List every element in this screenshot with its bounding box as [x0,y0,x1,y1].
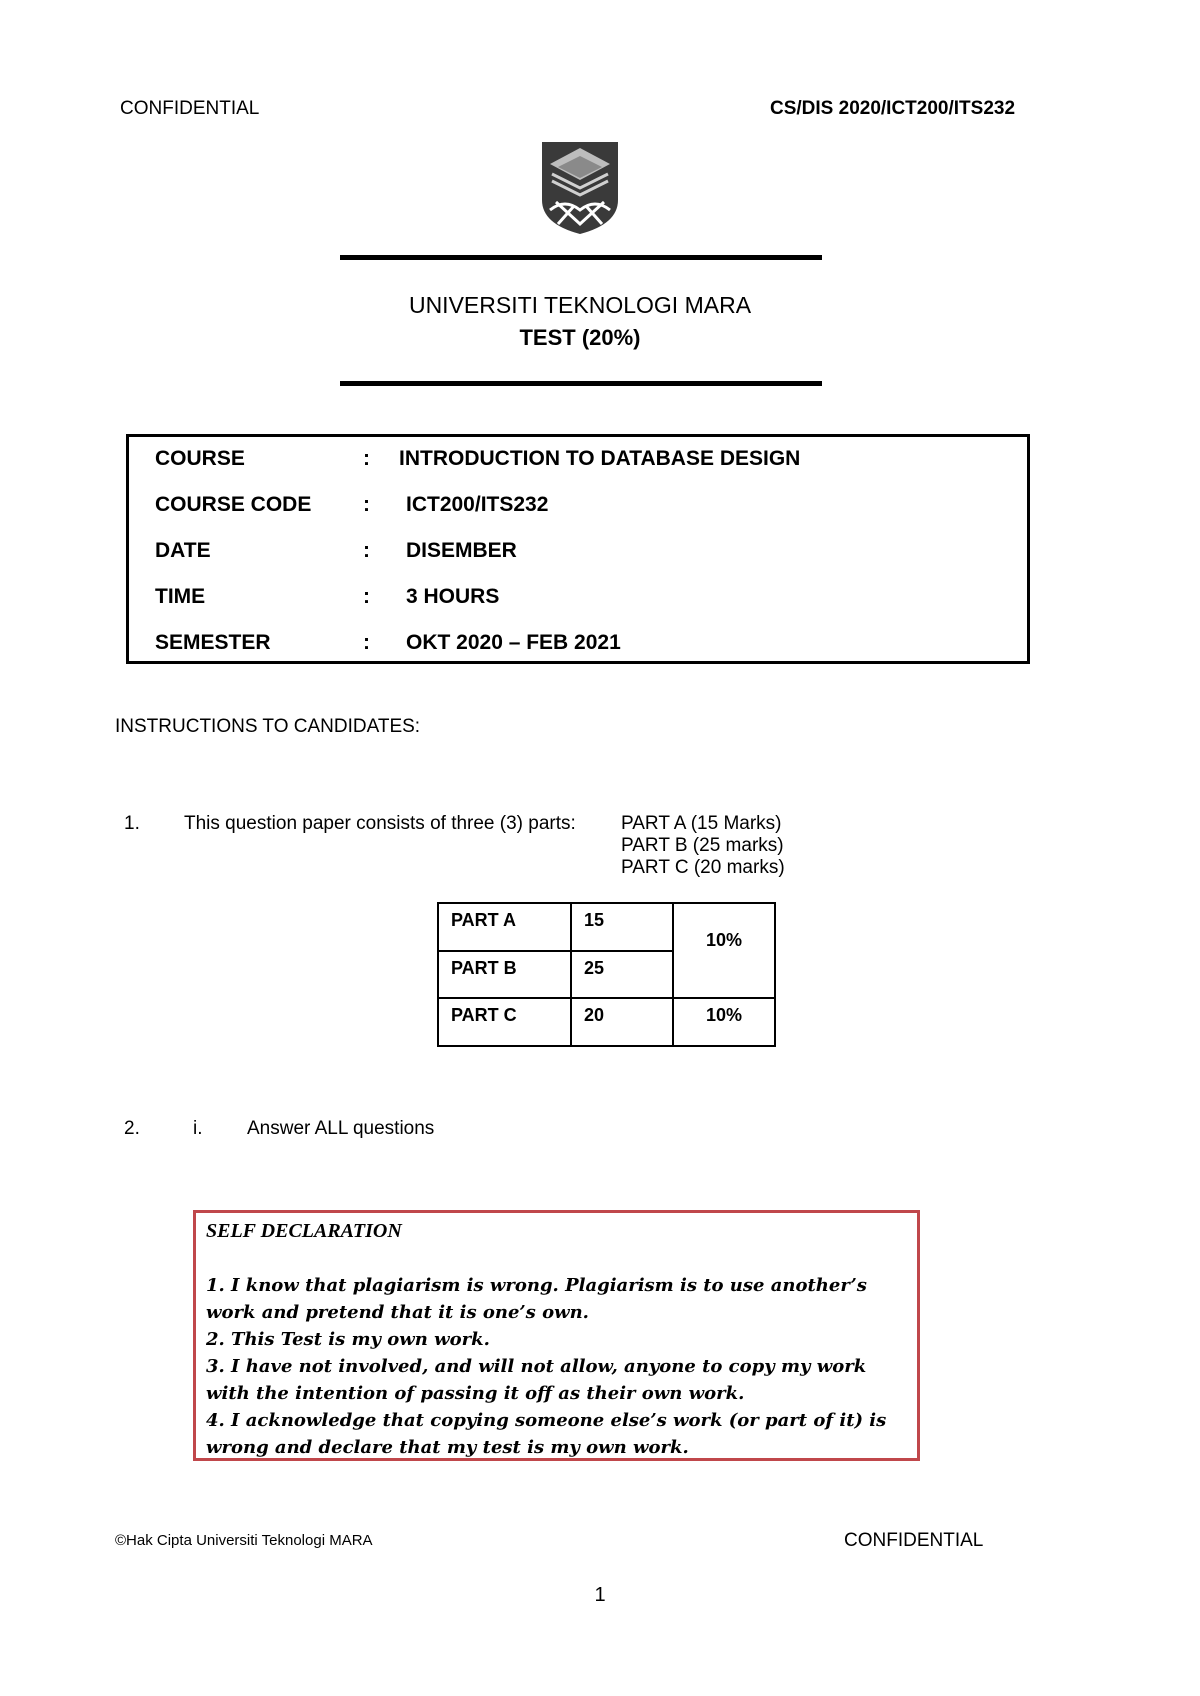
footer-confidential: CONFIDENTIAL [844,1530,984,1551]
marks-cell: 15 [571,903,673,951]
marks-table [437,902,776,1047]
marks-cell: 20 [571,998,673,1046]
part-b-marks: PART B (25 marks) [621,835,784,856]
page-number: 1 [594,1584,606,1606]
course-label: COURSE [155,447,245,470]
test-title: TEST (20%) [519,325,641,350]
top-divider [340,255,822,260]
declaration-item: 1. I know that plagiarism is wrong. Plagiarism is to use another’s work and pretend that it is one’s own. [206,1275,867,1323]
header-course-reference: CS/DIS 2020/ICT200/ITS232 [770,98,1016,119]
instructions-heading: INSTRUCTIONS TO CANDIDATES: [115,716,421,737]
self-declaration-box [193,1210,920,1461]
declaration-item: 2. This Test is my own work. [206,1329,490,1350]
part-cell: PART A [438,903,571,951]
part-cell: PART B [438,951,571,998]
course-info-box [126,434,1030,664]
semester-value: OKT 2020 – FEB 2021 [406,631,621,654]
instruction-1-text: This question paper consists of three (3) parts: [184,813,576,834]
semester-label: SEMESTER [155,631,271,654]
date-value: DISEMBER [406,539,517,562]
part-a-marks: PART A (15 Marks) [621,813,782,834]
parts-list [621,813,785,879]
part-c-marks: PART C (20 marks) [621,857,785,878]
course-code-value: ICT200/ITS232 [406,493,549,516]
instruction-2-text: Answer ALL questions [247,1118,435,1139]
course-value: INTRODUCTION TO DATABASE DESIGN [399,447,801,470]
part-cell: PART C [438,998,571,1046]
instruction-1-number: 1. [124,813,140,834]
percentage-cell: 10% [673,903,775,998]
table-row [438,903,775,951]
bottom-divider [340,381,822,386]
separator: : [363,493,370,516]
declaration-item: 4. I acknowledge that copying someone else’s work (or part of it) is wrong and declare that my test is my own work. [206,1410,887,1458]
separator: : [363,631,370,654]
table-row [438,998,775,1046]
uitm-logo-icon [540,140,620,236]
separator: : [363,539,370,562]
separator: : [363,447,370,470]
university-name: UNIVERSITI TEKNOLOGI MARA [408,292,752,318]
self-declaration-title: SELF DECLARATION [206,1220,402,1242]
footer-copyright: ©Hak Cipta Universiti Teknologi MARA [115,1532,373,1549]
course-code-label: COURSE CODE [155,493,312,516]
instruction-2-number: 2. [124,1118,140,1139]
marks-cell: 25 [571,951,673,998]
separator: : [363,585,370,608]
percentage-cell: 10% [673,998,775,1046]
date-label: DATE [155,539,211,562]
header-confidential: CONFIDENTIAL [120,98,260,119]
instruction-2-roman: i. [193,1118,203,1139]
time-value: 3 HOURS [406,585,500,608]
declaration-item: 3. I have not involved, and will not allow, anyone to copy my work with the intention of passing it off as their own work. [206,1356,867,1404]
time-label: TIME [155,585,206,608]
